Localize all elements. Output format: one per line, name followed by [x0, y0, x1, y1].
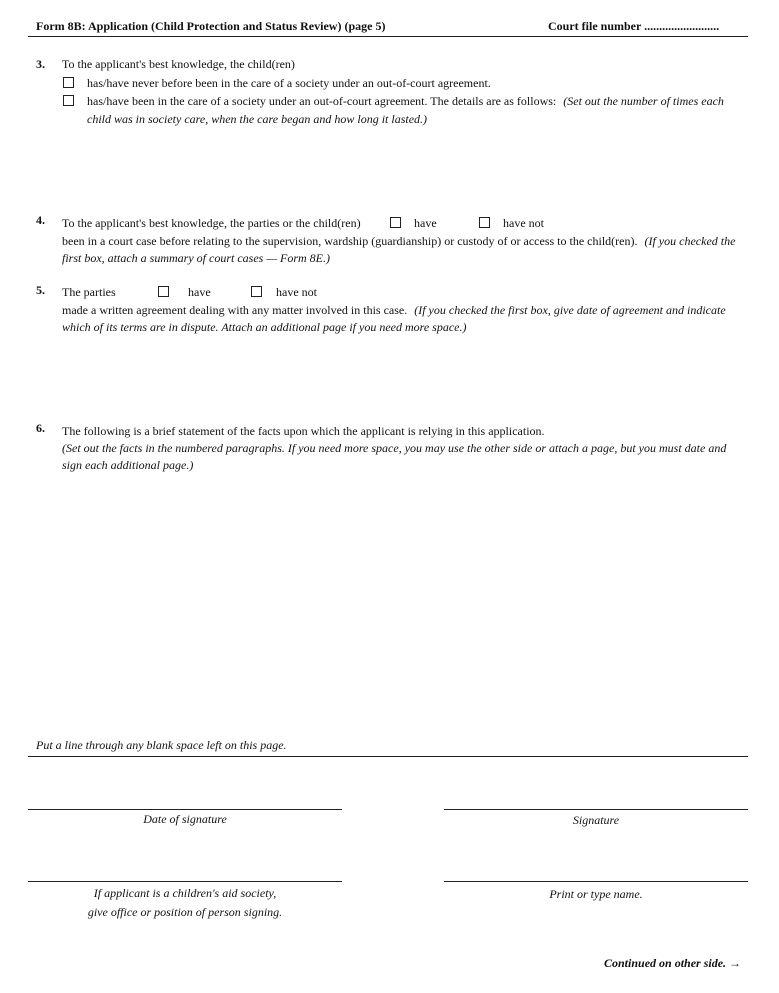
section-4-have-not-checkbox[interactable]	[479, 217, 490, 228]
section-5-line3-instruction: which of its terms are in dispute. Attach an additional page if you need more space.)	[62, 320, 467, 334]
court-file-number: Court file number .........................	[548, 19, 720, 33]
section-3-number: 3.	[36, 57, 45, 71]
section-6-intro: The following is a brief statement of the facts upon which the applicant is relying in this application.	[62, 424, 545, 438]
section-4-line3-instruction: first box, attach a summary of court cases — Form 8E.)	[62, 251, 330, 265]
section-3-details-area[interactable]	[87, 130, 747, 205]
section-5-line2-instruction: (If you checked the first box, give date of agreement and indicate	[414, 303, 726, 317]
section-3-option2-checkbox[interactable]	[63, 95, 74, 106]
section-6-facts-area[interactable]	[62, 476, 748, 731]
section-4-line2	[62, 234, 735, 248]
print-name-label: Print or type name.	[549, 887, 643, 901]
section-4-line2-text: been in a court case before relating to the supervision, wardship (guardianship) or custody of or access to the child(ren).	[62, 234, 638, 248]
section-3-option2-instruction: (Set out the number of times each	[563, 94, 724, 108]
section-6-number: 6.	[36, 421, 45, 435]
section-5-intro: The parties	[62, 285, 116, 299]
date-of-signature-line[interactable]	[28, 809, 342, 810]
section-6-instruction-cont: sign each additional page.)	[62, 458, 194, 472]
date-of-signature-label: Date of signature	[143, 812, 227, 826]
section-5-number: 5.	[36, 283, 45, 297]
section-4-have-checkbox[interactable]	[390, 217, 401, 228]
section-3-option1-checkbox[interactable]	[63, 77, 74, 88]
signature-label: Signature	[572, 813, 620, 827]
section-5-line2	[62, 303, 726, 317]
section-3-option1-label: has/have never before been in the care of a society under an out-of-court agreement.	[87, 76, 491, 90]
society-label-cont: give office or position of person signing.	[87, 905, 283, 919]
section-6-instruction: (Set out the facts in the numbered paragraphs. If you need more space, you may use the other side or attach a page, but you must date and	[62, 441, 727, 455]
section-5-have-not-checkbox[interactable]	[251, 286, 262, 297]
section-4-have-label: have	[414, 216, 437, 230]
section-3-intro: To the applicant's best knowledge, the child(ren)	[62, 57, 295, 71]
section-4-have-not-label: have not	[503, 216, 544, 230]
form-title: Form 8B: Application (Child Protection and Status Review) (page 5)	[36, 19, 386, 33]
section-3-option2-instruction-cont: child was in society care, when the care began and how long it lasted.)	[87, 112, 428, 126]
section-5-line2-text: made a written agreement dealing with any matter involved in this case.	[62, 303, 408, 317]
section-5-details-area[interactable]	[62, 338, 748, 416]
section-5-have-label: have	[188, 285, 211, 299]
print-name-line[interactable]	[444, 881, 748, 882]
signature-line[interactable]	[444, 809, 748, 810]
office-position-line[interactable]	[28, 881, 342, 882]
section-3-option2-label	[87, 94, 724, 108]
section-4-intro: To the applicant's best knowledge, the parties or the child(ren)	[62, 216, 361, 230]
section-3-option2-text: has/have been in the care of a society under an out-of-court agreement. The details are as follows:	[87, 94, 557, 108]
society-label: If applicant is a children's aid society,	[93, 886, 277, 900]
continued-note: Continued on other side. →	[604, 956, 742, 970]
blank-space-note: Put a line through any blank space left on this page.	[36, 738, 287, 752]
blank-space-rule	[28, 756, 748, 757]
section-4-line2-instruction: (If you checked the	[644, 234, 736, 248]
section-5-have-not-label: have not	[276, 285, 317, 299]
header-rule	[28, 36, 748, 37]
section-5-have-checkbox[interactable]	[158, 286, 169, 297]
section-4-number: 4.	[36, 213, 45, 227]
